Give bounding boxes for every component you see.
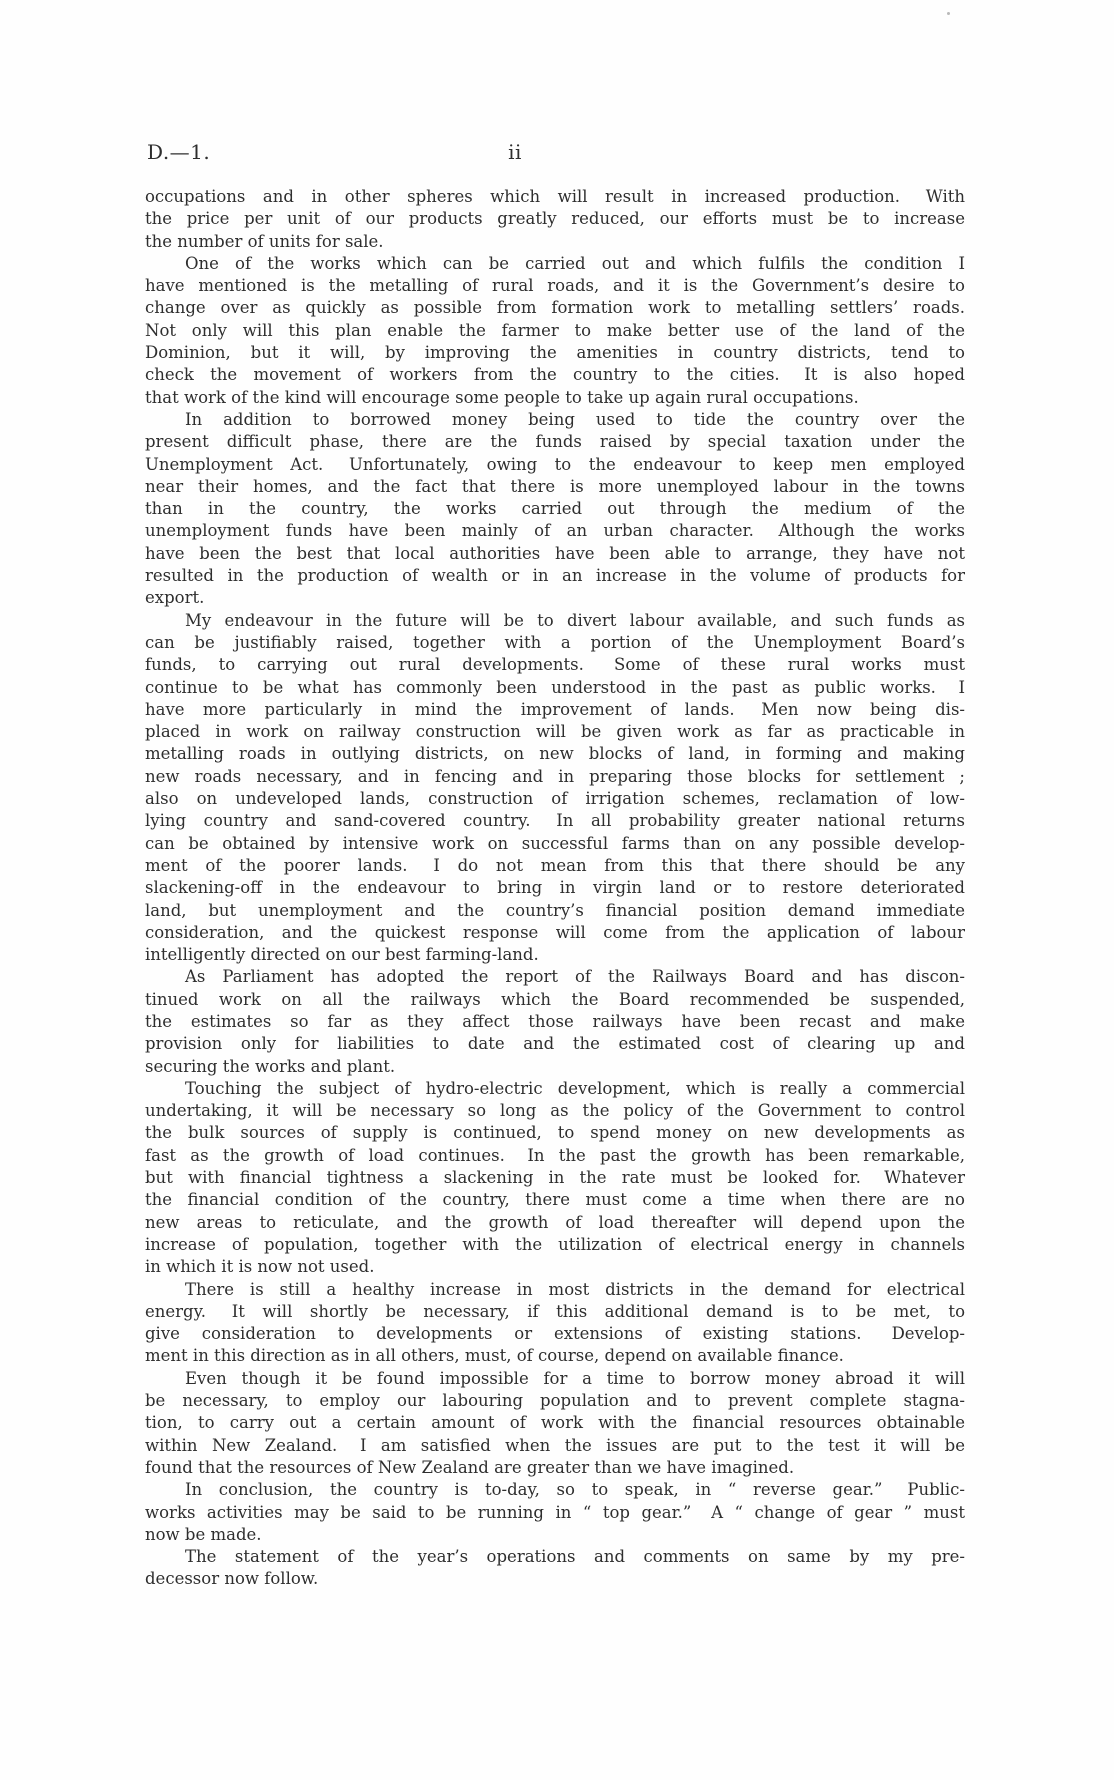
text-line: also on undeveloped lands, construction of irrigation schemes, reclamation of low- [145,789,965,809]
text-line: the price per unit of our products greatly reduced, our efforts must be to increase [145,209,965,229]
text-line: continue to be what has commonly been understood in the past as public works. I [145,677,965,697]
paragraph [145,1368,965,1479]
text-line: can be justifiably raised, together with a portion of the Unemployment Board’s [145,632,965,652]
text-line: In conclusion, the country is to-day, so to speak, in “ reverse gear.” Public- [185,1480,965,1500]
text-line: within New Zealand. I am satisfied when the issues are put to the test it will be [145,1435,965,1455]
text-line: securing the works and plant. [145,1056,396,1076]
text-line: resulted in the production of wealth or in an increase in the volume of products for [145,566,965,586]
text-line: near their homes, and the fact that there is more unemployed labour in the towns [145,476,965,496]
text-line: new areas to reticulate, and the growth of load thereafter will depend upon the [145,1212,965,1232]
text-line: lying country and sand-covered country. In all probability greater national returns [145,811,965,831]
text-line: As Parliament has adopted the report of the Railways Board and has discon- [185,967,965,987]
text-line: the number of units for sale. [145,231,384,251]
text-line: increase of population, together with the utilization of electrical energy in channels [145,1234,965,1254]
document-reference: D.—1. [147,140,211,164]
text-line: decessor now follow. [145,1569,319,1589]
text-line: intelligently directed on our best farming-land. [145,945,539,965]
text-line: energy. It will shortly be necessary, if this additional demand is to be met, to [145,1301,965,1321]
text-line: but with financial tightness a slackening in the rate must be looked for. Whatever [145,1168,965,1188]
text-line: Unemployment Act. Unfortunately, owing to the endeavour to keep men employed [145,454,965,474]
page-header [145,140,965,168]
text-line: funds, to carrying out rural developments. Some of these rural works must [145,655,965,675]
scan-speck [947,12,950,15]
text-line: There is still a healthy increase in most districts in the demand for electrical [185,1279,965,1299]
text-line: One of the works which can be carried out and which fulfils the condition I [185,253,965,273]
paragraph [145,186,965,253]
text-line: have more particularly in mind the improvement of lands. Men now being dis- [145,699,965,719]
text-line: the financial condition of the country, there must come a time when there are no [145,1190,965,1210]
text-line: have mentioned is the metalling of rural roads, and it is the Government’s desire to [145,276,965,296]
text-line: in which it is now not used. [145,1257,375,1277]
text-line: The statement of the year’s operations and comments on same by my pre- [185,1547,965,1567]
page-number: ii [508,140,522,164]
text-line: placed in work on railway construction will be given work as far as practicable in [145,722,965,742]
text-line: fast as the growth of load continues. In the past the growth has been remarkable, [145,1145,965,1165]
text-line: ment of the poorer lands. I do not mean from this that there should be any [145,855,965,875]
paragraph [145,409,965,610]
paragraph [145,1279,965,1368]
text-line: provision only for liabilities to date and the estimated cost of clearing up and [145,1034,965,1054]
text-line: now be made. [145,1524,262,1544]
text-line: give consideration to developments or extensions of existing stations. Develop- [145,1324,965,1344]
text-line: slackening-off in the endeavour to bring in virgin land or to restore deteriorated [145,878,965,898]
text-line: In addition to borrowed money being used to tide the country over the [185,409,965,429]
text-line: present difficult phase, there are the funds raised by special taxation under the [145,432,965,452]
text-line: have been the best that local authorities have been able to arrange, they have not [145,543,965,563]
text-line: Not only will this plan enable the farmer to make better use of the land of the [145,320,965,340]
text-line: ment in this direction as in all others, must, of course, depend on available finance. [145,1346,844,1366]
text-line: Dominion, but it will, by improving the amenities in country districts, tend to [145,343,965,363]
text-line: tinued work on all the railways which the Board recommended be suspended, [145,989,965,1009]
text-line: Touching the subject of hydro-electric development, which is really a commercial [185,1078,965,1098]
paragraph [145,610,965,967]
text-line: the estimates so far as they affect those railways have been recast and make [145,1011,965,1031]
text-line: tion, to carry out a certain amount of work with the financial resources obtainable [145,1413,965,1433]
paragraph [145,253,965,409]
text-line: land, but unemployment and the country’s financial position demand immediate [145,900,965,920]
text-line: unemployment funds have been mainly of an urban character. Although the works [145,521,965,541]
document-body [145,186,965,1591]
text-line: found that the resources of New Zealand are greater than we have imagined. [145,1457,795,1477]
text-line: new roads necessary, and in fencing and in preparing those blocks for settlement ; [145,766,965,786]
paragraph [145,966,965,1077]
text-line: than in the country, the works carried out through the medium of the [145,499,965,519]
text-line: occupations and in other spheres which will result in increased production. With [145,187,965,206]
text-line: Even though it be found impossible for a time to borrow money abroad it will [185,1368,965,1388]
text-line: check the movement of workers from the country to the cities. It is also hoped [145,365,965,385]
text-line: can be obtained by intensive work on successful farms than on any possible develop- [145,833,965,853]
text-line: metalling roads in outlying districts, on new blocks of land, in forming and making [145,744,965,764]
text-line: consideration, and the quickest response will come from the application of labour [145,922,965,942]
paragraph [145,1479,965,1546]
text-line: export. [145,588,205,608]
text-line: the bulk sources of supply is continued, to spend money on new developments as [145,1123,965,1143]
paragraph [145,1546,965,1591]
text-line: works activities may be said to be running in “ top gear.” A “ change of gear ” must [145,1502,965,1522]
text-line: undertaking, it will be necessary so long as the policy of the Government to control [145,1101,965,1121]
text-line: change over as quickly as possible from formation work to metalling settlers’ roads. [145,298,965,318]
text-line: that work of the kind will encourage some people to take up again rural occupations. [145,387,859,407]
paragraph [145,1078,965,1279]
text-line: be necessary, to employ our labouring population and to prevent complete stagna- [145,1391,965,1411]
text-line: My endeavour in the future will be to divert labour available, and such funds as [185,610,965,630]
